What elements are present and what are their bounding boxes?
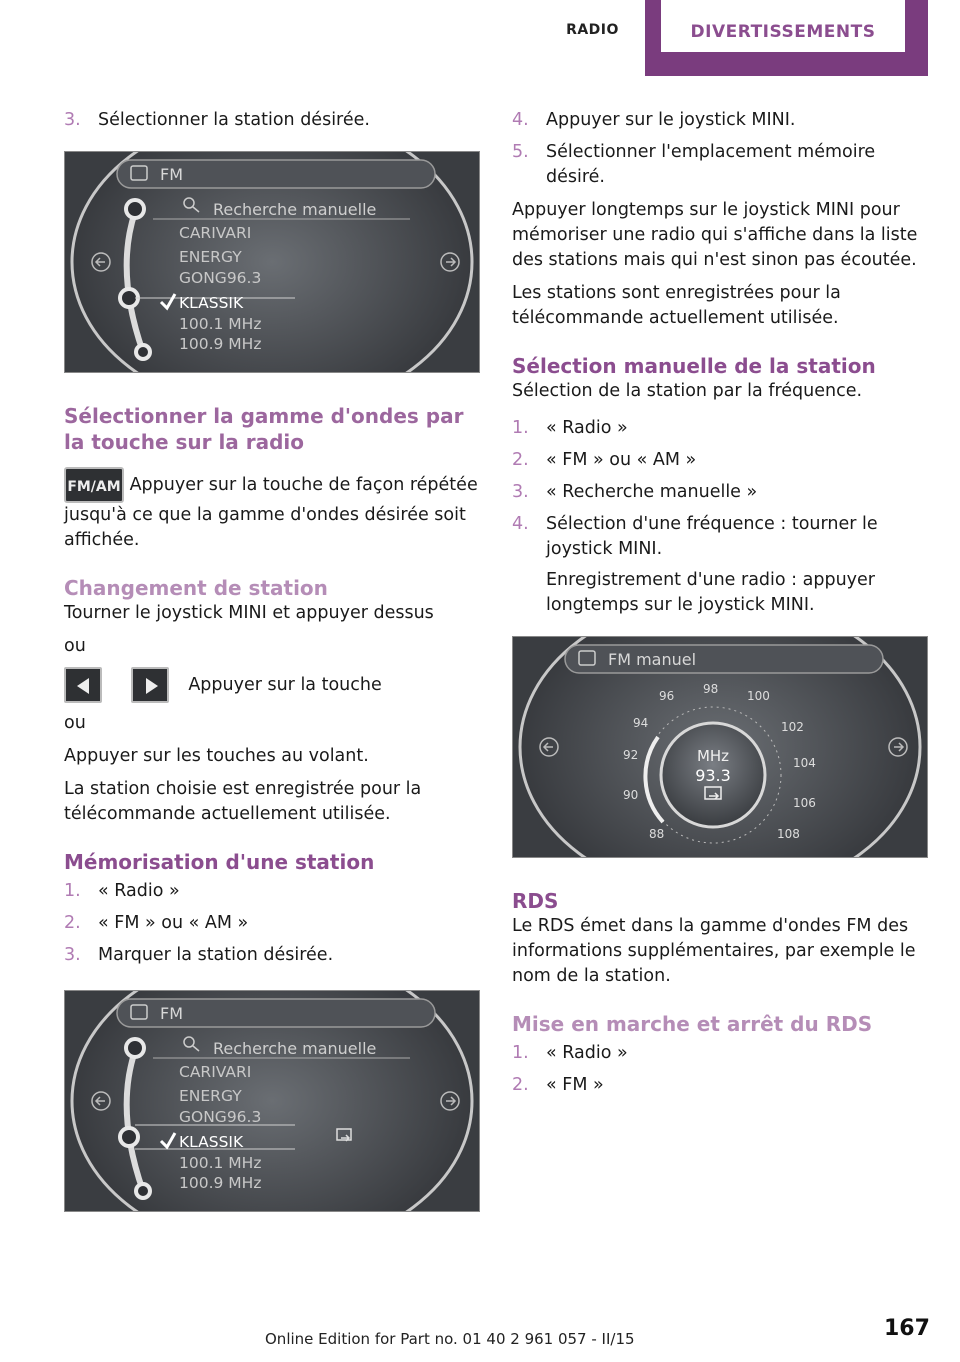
step-number: 3. xyxy=(512,482,529,502)
step-number: 1. xyxy=(512,418,529,438)
section-heading-rds-onoff: Mise en marche et arrêt du RDS xyxy=(512,1012,873,1036)
step-list-manual xyxy=(512,416,930,618)
section-heading-memo: Mémorisation d'une station xyxy=(64,850,375,874)
screen-title: FM manuel xyxy=(608,650,697,669)
step-list-select xyxy=(64,108,482,133)
page-number: 167 xyxy=(884,1316,930,1341)
step-text: « FM » xyxy=(546,1075,604,1095)
screen-title: FM xyxy=(160,1004,184,1023)
change-paragraph-2: Appuyer sur les touches au volant. xyxy=(64,746,369,766)
tick-label: 100 xyxy=(747,689,770,703)
section-heading-rds: RDS xyxy=(512,889,559,913)
station-name: GONG96.3 xyxy=(179,1108,262,1126)
step-number: 1. xyxy=(64,881,81,901)
triangle-left-icon xyxy=(77,678,89,694)
station-name: CARIVARI xyxy=(179,1063,252,1081)
step-number: 1. xyxy=(512,1043,529,1063)
step-list-continue xyxy=(512,108,930,190)
step-text: Sélectionner l'emplacement mémoire désiré. xyxy=(546,142,876,187)
band-paragraph xyxy=(64,467,482,553)
list-item xyxy=(512,1041,930,1066)
step-text: « FM » ou « AM » xyxy=(546,450,697,470)
station-name: CARIVARI xyxy=(179,224,252,242)
next-button-image xyxy=(131,667,169,703)
section-heading-band: Sélectionner la gamme d'ondes par la touche sur la radio xyxy=(64,404,464,454)
list-item xyxy=(64,911,482,936)
station-name: ENERGY xyxy=(179,248,242,266)
footer-edition-text: Online Edition for Part no. 01 40 2 961 057 - II/15 xyxy=(265,1330,635,1348)
remote-paragraph: Les stations sont enregistrées pour la télécommande actuellement utilisée. xyxy=(512,283,841,328)
step-text: « Radio » xyxy=(546,418,628,438)
list-item xyxy=(64,108,482,133)
radio-screen-station-marked xyxy=(64,990,480,1212)
step-text: « Recherche manuelle » xyxy=(546,482,758,502)
step-text: « FM » ou « AM » xyxy=(98,913,249,933)
station-frequency: 100.9 MHz xyxy=(179,1174,262,1192)
step-text: Sélectionner la station désirée. xyxy=(98,110,370,130)
screen-graphic xyxy=(513,637,927,857)
section-heading-manual: Sélection manuelle de la station xyxy=(512,354,876,378)
screen-graphic xyxy=(65,152,479,372)
tick-label: 106 xyxy=(793,796,816,810)
list-item xyxy=(512,512,930,618)
section-heading-change: Changement de station xyxy=(64,576,328,600)
chapter-title: DIVERTISSEMENTS xyxy=(690,22,876,42)
manual-intro: Sélection de la station par la fréquence. xyxy=(512,381,863,401)
tick-label: 94 xyxy=(633,716,649,730)
step-number: 2. xyxy=(512,450,529,470)
list-item xyxy=(64,879,482,904)
long-press-paragraph: Appuyer longtemps sur le joystick MINI pour mémoriser une radio qui s'affiche dans la liste des stations mais qui n'est sinon pas écoutée. xyxy=(512,200,918,270)
radio-screen-manual-tuning xyxy=(512,636,928,858)
rds-paragraph: Le RDS émet dans la gamme d'ondes FM des informations supplémentaires, par exemple le nom de la station. xyxy=(512,916,916,986)
step-number: 3. xyxy=(64,110,81,130)
frequency-unit: MHz xyxy=(696,747,730,765)
step-text: « Radio » xyxy=(546,1043,628,1063)
step-list-rds xyxy=(512,1041,930,1098)
list-item xyxy=(512,140,930,190)
change-or-2: ou xyxy=(64,713,86,733)
tick-label: 96 xyxy=(659,689,675,703)
step-text: Sélection d'une fréquence : tourner le joystick MINI. xyxy=(546,514,878,559)
list-item xyxy=(512,1073,930,1098)
step-number: 3. xyxy=(64,945,81,965)
step-number: 2. xyxy=(512,1075,529,1095)
step-number: 4. xyxy=(512,514,529,534)
list-item xyxy=(512,108,930,133)
step-text: Appuyer sur le joystick MINI. xyxy=(546,110,796,130)
change-paragraph-1: Tourner le joystick MINI et appuyer dessus xyxy=(64,603,434,623)
triangle-right-icon xyxy=(146,678,158,694)
list-item xyxy=(512,480,930,505)
fm-am-button-image: FM/AM xyxy=(64,467,124,503)
change-paragraph-3: La station choisie est enregistrée pour la télécommande actuellement utilisée. xyxy=(64,779,422,824)
tick-label: 88 xyxy=(649,827,665,841)
step-text: « Radio » xyxy=(98,881,180,901)
band-text: Appuyer sur la touche de façon répétée jusqu'à ce que la gamme d'ondes désirée soit affichée. xyxy=(64,475,478,550)
step-number: 2. xyxy=(64,913,81,933)
tick-label: 104 xyxy=(793,756,816,770)
change-button-text: Appuyer sur la touche xyxy=(188,675,382,695)
station-name: GONG96.3 xyxy=(179,269,262,287)
station-name: ENERGY xyxy=(179,1087,242,1105)
prev-button-image xyxy=(64,667,102,703)
list-item xyxy=(512,448,930,473)
frequency-value: 93.3 xyxy=(695,766,731,785)
header-section-label: RADIO xyxy=(566,22,619,38)
tick-label: 102 xyxy=(781,720,804,734)
change-or-1: ou xyxy=(64,636,86,656)
step-list-memo xyxy=(64,879,482,968)
step-number: 4. xyxy=(512,110,529,130)
list-item xyxy=(64,943,482,968)
step-subtext: Enregistrement d'une radio : appuyer longtemps sur le joystick MINI. xyxy=(546,570,875,615)
step-number: 5. xyxy=(512,142,529,162)
search-label: Recherche manuelle xyxy=(213,200,377,219)
list-item xyxy=(512,416,930,441)
screen-graphic xyxy=(65,991,479,1211)
step-text: Marquer la station désirée. xyxy=(98,945,334,965)
station-frequency: 100.1 MHz xyxy=(179,1154,262,1172)
left-column xyxy=(64,108,482,1212)
radio-screen-station-list xyxy=(64,151,480,373)
search-label: Recherche manuelle xyxy=(213,1039,377,1058)
change-buttons-paragraph xyxy=(64,667,482,703)
tick-label: 92 xyxy=(623,748,639,762)
screen-title: FM xyxy=(160,165,184,184)
station-name-selected: KLASSIK xyxy=(179,1133,244,1151)
station-frequency: 100.9 MHz xyxy=(179,335,262,353)
station-frequency: 100.1 MHz xyxy=(179,315,262,333)
right-column xyxy=(512,108,930,1106)
station-name-selected: KLASSIK xyxy=(179,294,244,312)
tick-label: 90 xyxy=(623,788,639,802)
tick-label: 98 xyxy=(703,682,719,696)
tick-label: 108 xyxy=(777,827,800,841)
